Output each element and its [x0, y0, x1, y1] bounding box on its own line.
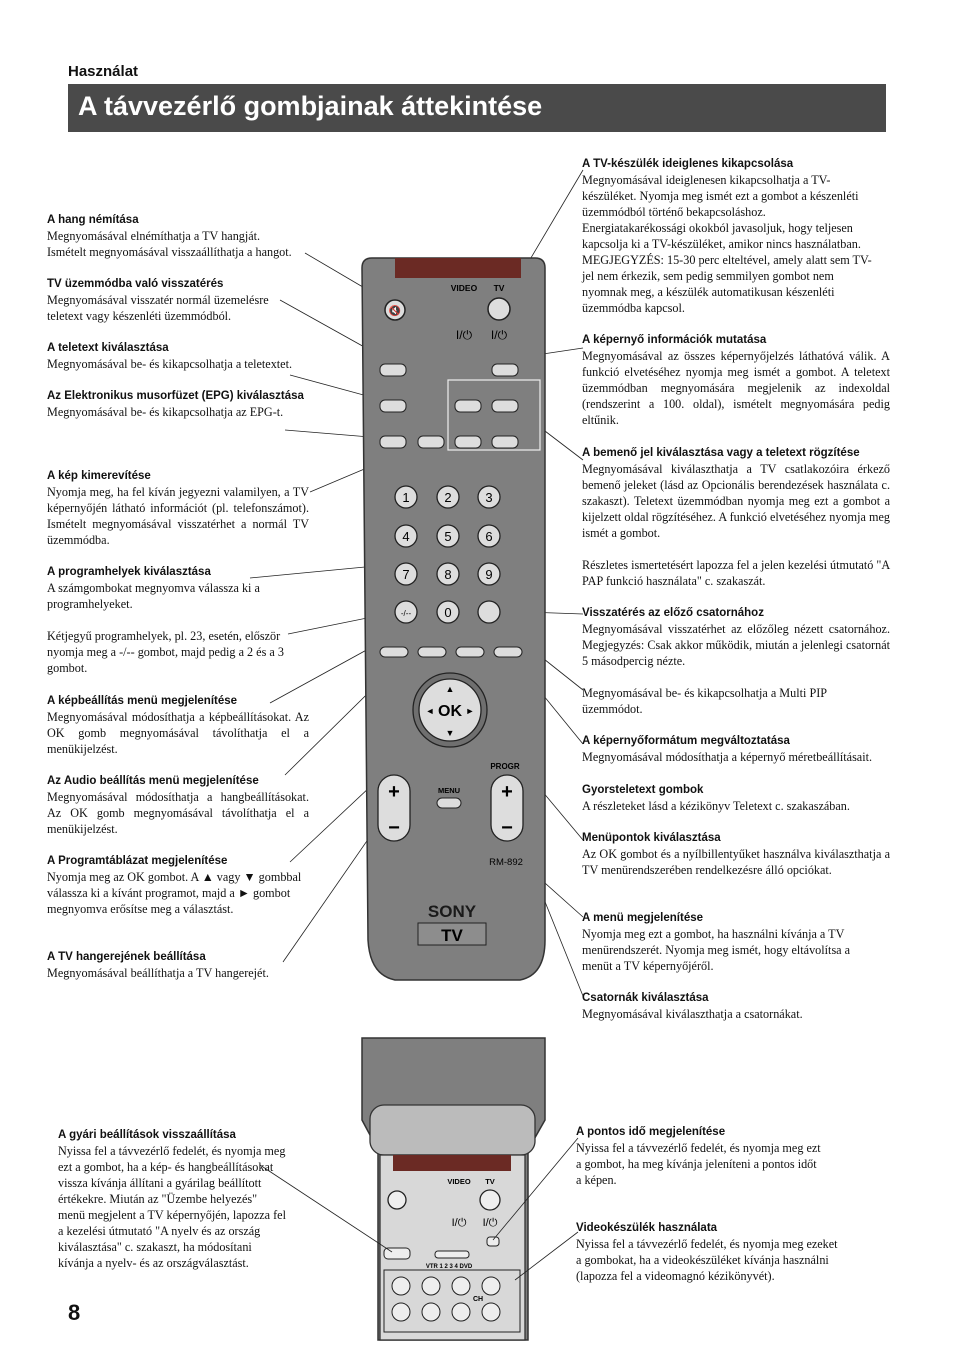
- menu-label: MENU: [437, 786, 461, 795]
- epg-button: [380, 436, 406, 448]
- ok-label: OK: [438, 703, 462, 720]
- desc-line: menü megjelent a TV képernyőjén, lapozza fel: [58, 1208, 286, 1222]
- desc-line: Energiatakarékossági okokból javasoljuk, hogy teljesen: [582, 221, 853, 235]
- desc-line: a gombokat, ha a videokészüléket kívánja használni: [576, 1253, 829, 1267]
- svg-text:▼: ▼: [445, 728, 455, 738]
- desc-line: Megnyomásával visszatérhet az előzőleg nézett csatornához. Megjegyzés: Csak akkor működik, miután a jelenlegi csatornát 5 másodpercig nézte.: [582, 622, 890, 668]
- desc-line: Az OK gombot és a nyílbillentyűket használva kiválaszthatja a TV menürendszerében rendelkezésre álló opciókat.: [582, 847, 890, 877]
- channel-plus-label: +: [501, 781, 513, 803]
- digit-label: 3: [485, 490, 493, 505]
- freeze-button: [418, 436, 444, 448]
- desc-line: A részleteket lásd a kézikönyv Teletext c. szakaszában.: [582, 799, 850, 813]
- split-button: [455, 436, 481, 448]
- vtr-selector: [435, 1251, 469, 1258]
- desc-title: Visszatérés az előző csatornához: [582, 607, 764, 619]
- desc-title: Gyorsteletext gombok: [582, 784, 704, 796]
- desc-title: Menüpontok kiválasztása: [582, 832, 721, 844]
- desc-line: megnyomva erősítse meg a választást.: [47, 902, 234, 916]
- digit-label: 9: [485, 567, 493, 582]
- desc-line: Megnyomásával módosíthatja a hangbeállításokat. Az OK gomb megnyomásával távolíthatja el a menükijelzést.: [47, 790, 309, 836]
- desc-line: jel nem érkezik, sem pedig semmilyen gombot nem: [582, 269, 834, 283]
- desc-title: A pontos idő megjelenítése: [576, 1126, 726, 1138]
- desc-line: Megnyomásával módosíthatja a képbeállításokat. Az OK gomb megnyomásával távolíthatja el a menükijelzést.: [47, 710, 309, 756]
- desc-title: A képernyő információk mutatása: [582, 334, 767, 346]
- desc-title: A Programtáblázat megjelenítése: [47, 855, 228, 867]
- video-power-label-small: I/⏻: [451, 1217, 467, 1229]
- desc-line: nyomja meg a -/-- gombot, majd pedig a 2 és a 3: [47, 645, 284, 659]
- tv-power-label-small: I/⏻: [482, 1217, 498, 1229]
- desc-line: kívánja a nyelv- és az országválasztást.: [58, 1256, 249, 1270]
- menu-button: [437, 798, 461, 808]
- svg-text:►: ►: [465, 706, 475, 716]
- desc-line: Megnyomásával beállíthatja a TV hangerejét.: [47, 966, 269, 980]
- info-button: [492, 364, 518, 376]
- tv-label-small: TV: [485, 1177, 495, 1186]
- desc-line: Ismételt megnyomásával visszaállíthatja a hangot.: [47, 245, 292, 259]
- mute-button-small: [388, 1191, 406, 1209]
- digit-label: 1: [402, 490, 410, 505]
- desc-title: A TV hangerejének beállítása: [47, 951, 206, 963]
- desc-line: ezt a gombot, ha a kép- és hangbeállításokat: [58, 1160, 274, 1174]
- ffwd-button: [452, 1277, 470, 1295]
- stop-button: [392, 1303, 410, 1321]
- digit-label: 2: [444, 490, 452, 505]
- desc-title: Videokészülék használata: [576, 1222, 718, 1234]
- desc-line: üzemmódból történő bekapcsoláshoz.: [582, 205, 766, 219]
- standby-button: [488, 298, 510, 320]
- desc-line: értékekre. Miután az "Üzembe helyezés": [58, 1192, 258, 1206]
- desc-line: teletext vagy készenléti üzemmódból.: [47, 309, 232, 323]
- desc-title: A bemenő jel kiválasztása vagy a teletext rögzítése: [582, 447, 860, 459]
- tv-label: TV: [493, 283, 505, 293]
- desc-line: kiválasztása" c. szakaszt, ha módosítani: [58, 1240, 252, 1254]
- play-button: [422, 1277, 440, 1295]
- desc-line: nyomnak meg, a készülék automatikusan készenléti: [582, 285, 835, 299]
- desc-title: Az Elektronikus musorfüzet (EPG) kiválasztása: [47, 390, 304, 402]
- tv-power-label: I/⏻: [490, 328, 508, 342]
- desc-title: A képbeállítás menü megjelenítése: [47, 695, 238, 707]
- brand-logo: SONY: [427, 902, 477, 921]
- audio-menu-button: [418, 647, 446, 657]
- desc-line: Megnyomásával az összes képernyőjelzés láthatóvá válik. A funkció elvetéséhez nyomja meg ismét a gombot. A teletext üzemmódban megnyomására megjelenik az indexoldal (rendszerint a 100. oldal), ismételt megnyomására pedig eltűnik.: [582, 349, 890, 427]
- progr-label: PROGR: [490, 762, 520, 771]
- desc-title: A teletext kiválasztása: [47, 342, 169, 354]
- volume-minus-label: −: [388, 817, 400, 839]
- tv-badge-label: TV: [441, 926, 463, 945]
- ir-window: [395, 258, 521, 278]
- desc-line: válassza ki a kívánt programot, majd a ► gombot: [47, 886, 291, 900]
- desc-line: kapcsolja ki a TV-készüléket, amikor nincs használatban.: [582, 237, 861, 251]
- desc-line: a képen.: [576, 1173, 617, 1187]
- vtr-label: VTR 1 2 3 4 DVD: [425, 1264, 473, 1270]
- screen-format-button: [494, 647, 522, 657]
- video-label-small: VIDEO: [447, 1177, 471, 1186]
- desc-line: Kétjegyű programhelyek, pl. 23, esetén, először: [47, 629, 281, 643]
- section-label: Használat: [68, 63, 139, 80]
- up-button: [492, 436, 518, 448]
- clock-button: [487, 1237, 499, 1246]
- desc-line: MEGJEGYZÉS: 15-30 perc elteltével, amely alatt sem TV-: [582, 253, 872, 267]
- digit-label: 4: [402, 529, 410, 544]
- desc-title: A hang némítása: [47, 214, 139, 226]
- desc-line: a gombot, ha meg kívánja jeleníteni a pontos időt: [576, 1157, 817, 1171]
- desc-line: gombot.: [47, 661, 88, 675]
- desc-line: Nyomja meg ezt a gombot, ha használni kívánja a TV: [582, 927, 845, 941]
- desc-title: A programhelyek kiválasztása: [47, 566, 211, 578]
- video-label: VIDEO: [450, 283, 478, 293]
- ch-label: CH: [472, 1296, 484, 1303]
- desc-line: Megnyomásával elnémíthatja a TV hangját.: [47, 229, 261, 243]
- desc-title: Csatornák kiválasztása: [582, 992, 709, 1004]
- pip-button: [455, 400, 481, 412]
- remote-open-cover: [362, 1038, 545, 1340]
- record-button: [452, 1303, 470, 1321]
- page-number: 8: [68, 1300, 81, 1325]
- picture-menu-button: [380, 647, 408, 657]
- desc-line: (lapozza fel a videomagnó kézikönyvét).: [576, 1269, 775, 1283]
- digit-label: 0: [444, 605, 452, 620]
- pause-button: [422, 1303, 440, 1321]
- desc-line: menüt a TV képernyőjéről.: [582, 959, 714, 973]
- ch-plus-button: [482, 1277, 500, 1295]
- desc-title: A képernyőformátum megváltoztatása: [582, 735, 790, 747]
- model-label: RM-892: [489, 857, 523, 868]
- desc-line: készüléket. Nyomja meg ismét ezt a gombot a készenléti: [582, 189, 859, 203]
- digit-label: 7: [402, 567, 410, 582]
- ch-minus-button: [482, 1303, 500, 1321]
- tv-mode-button: [380, 364, 406, 376]
- desc-title: A gyári beállítások visszaállítása: [58, 1129, 236, 1141]
- desc-title: A kép kimerevítése: [47, 470, 151, 482]
- rewind-button: [392, 1277, 410, 1295]
- desc-line: Megnyomásával be- és kikapcsolhatja a teletextet.: [47, 357, 293, 371]
- desc-title: TV üzemmódba való visszatérés: [47, 278, 224, 290]
- desc-line: Megnyomásával kiválaszthatja a csatornákat.: [582, 1007, 803, 1021]
- desc-line: Nyissa fel a távvezérlő fedelét, és nyomja meg ezeket: [576, 1237, 838, 1251]
- page-title: A távvezérlő gombjainak áttekintése: [78, 91, 543, 121]
- video-power-label: I/⏻: [455, 328, 473, 342]
- svg-text:◄: ◄: [425, 706, 435, 716]
- desc-line: Nyissa fel a távvezérlő fedelét, és nyomja meg ezt: [576, 1141, 821, 1155]
- multi-pip-button: [456, 647, 484, 657]
- previous-channel-button: [478, 601, 500, 623]
- desc-line: Megnyomásával kiválaszthatja a TV csatlakozóira érkező bemenő jeleket (lásd az Opcionális berendezések használata c. szakaszt). Teletext üzemmódban nyomja meg ezt a gombot a kijelzett oldal rögzítéséhez. A funkció elvetéséhez nyomja meg ismét a gombot.: [582, 462, 890, 540]
- desc-title: Az Audio beállítás menü megjelenítése: [47, 775, 259, 787]
- svg-text:🔇: 🔇: [388, 306, 402, 317]
- digit-label: -/--: [400, 609, 412, 618]
- standby-button-small: [480, 1190, 500, 1210]
- desc-line: Megnyomásával ideiglenesen kikapcsolhatja a TV-: [582, 173, 831, 187]
- desc-line: vissza kívánja állítani a gyárilag beállított: [58, 1176, 262, 1190]
- channel-minus-label: −: [501, 817, 513, 839]
- desc-line: Nyissa fel a távvezérlő fedelét, és nyomja meg: [58, 1144, 286, 1158]
- input-button: [492, 400, 518, 412]
- desc-line: Megnyomásával be- és kikapcsolhatja az EPG-t.: [47, 405, 284, 419]
- volume-plus-label: +: [388, 781, 400, 803]
- desc-line: Nyomja meg, ha fel kíván jegyezni valamilyen, a TV képernyőjén látható információt (pl. telefonszámot). Ismételt megnyomásával visszatérhet a normál TV üzemmódba.: [47, 485, 309, 547]
- desc-line: A számgombokat megnyomva válassza ki a programhelyeket.: [47, 581, 260, 611]
- digit-label: 8: [444, 567, 452, 582]
- desc-line: Megnyomásával visszatér normál üzemelésre: [47, 293, 269, 307]
- desc-title: A menü megjelenítése: [582, 912, 704, 924]
- desc-title: A TV-készülék ideiglenes kikapcsolása: [582, 158, 794, 170]
- desc-line: Részletes ismertetésért lapozza fel a jelen kezelési útmutató "A PAP funkció használata" c. szakaszát.: [582, 558, 890, 588]
- desc-line: Nyomja meg az OK gombot. A ▲ vagy ▼ gombbal: [47, 870, 302, 884]
- teletext-button: [380, 400, 406, 412]
- desc-line: a kezelési útmutató "A nyelv és az ország: [58, 1224, 261, 1238]
- svg-text:▲: ▲: [445, 684, 455, 694]
- desc-line: Megnyomásával módosíthatja a képernyő méretbeállításait.: [582, 750, 873, 764]
- digit-label: 5: [444, 529, 452, 544]
- desc-line: üzemmódba kapcsol.: [582, 301, 685, 315]
- desc-line: Megnyomásával be- és kikapcsolhatja a Multi PIP üzemmódot.: [582, 686, 827, 716]
- desc-line: menürendszerét. Nyomja meg ismét, hogy eltávolítsa a: [582, 943, 851, 957]
- digit-label: 6: [485, 529, 493, 544]
